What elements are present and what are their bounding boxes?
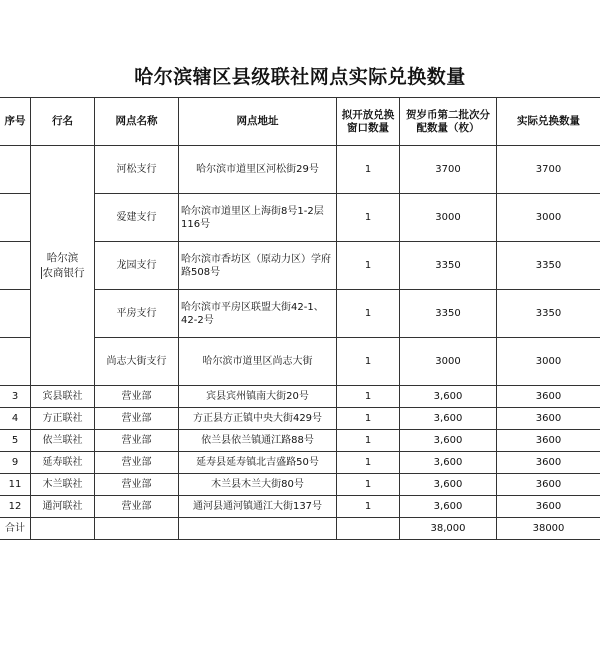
table-row [0, 408, 600, 430]
row-actual: 3700 [497, 146, 600, 194]
exchange-table [0, 97, 600, 540]
row-branch: 营业部 [95, 430, 179, 452]
row-actual: 3350 [497, 290, 600, 338]
header-branch: 网点名称 [95, 98, 179, 146]
row-allocated: 3,600 [400, 408, 497, 430]
row-actual: 3000 [497, 194, 600, 242]
empty-cell [95, 518, 179, 540]
row-seq [0, 290, 31, 338]
row-bank: 延寿联社 [31, 452, 95, 474]
row-bank: 宾县联社 [31, 386, 95, 408]
empty-cell [337, 518, 400, 540]
row-allocated: 3700 [400, 146, 497, 194]
row-address: 方正县方正镇中央大街429号 [179, 408, 337, 430]
row-bank: 木兰联社 [31, 474, 95, 496]
row-windows: 1 [337, 496, 400, 518]
row-address: 依兰县依兰镇通江路88号 [179, 430, 337, 452]
row-bank: 依兰联社 [31, 430, 95, 452]
row-branch: 河松支行 [95, 146, 179, 194]
table-row [0, 146, 600, 194]
header-seq: 序号 [0, 98, 31, 146]
row-allocated: 3350 [400, 242, 497, 290]
row-seq: 5 [0, 430, 31, 452]
table-row [0, 452, 600, 474]
row-allocated: 3000 [400, 194, 497, 242]
row-bank: 方正联社 [31, 408, 95, 430]
row-windows: 1 [337, 474, 400, 496]
row-address: 哈尔滨市道里区尚志大街 [179, 338, 337, 386]
row-allocated: 3,600 [400, 474, 497, 496]
empty-cell [31, 518, 95, 540]
bank-name-line1: 哈尔滨 [46, 251, 79, 264]
bank-name-merged [31, 146, 95, 386]
row-allocated: 3000 [400, 338, 497, 386]
row-seq [0, 338, 31, 386]
row-seq: 12 [0, 496, 31, 518]
total-actual: 38000 [497, 518, 600, 540]
table-row [0, 386, 600, 408]
row-branch: 营业部 [95, 496, 179, 518]
row-branch: 爱建支行 [95, 194, 179, 242]
header-address: 网点地址 [179, 98, 337, 146]
total-allocated: 38,000 [400, 518, 497, 540]
row-address: 通河县通河镇通江大街137号 [179, 496, 337, 518]
table-row [0, 430, 600, 452]
table-row [0, 474, 600, 496]
row-branch: 尚志大街支行 [95, 338, 179, 386]
header-allocated: 贺岁币第二批次分配数量（枚） [400, 98, 497, 146]
table-row [0, 496, 600, 518]
row-actual: 3600 [497, 386, 600, 408]
row-allocated: 3,600 [400, 452, 497, 474]
row-bank: 通河联社 [31, 496, 95, 518]
row-address: 哈尔滨市道里区河松街29号 [179, 146, 337, 194]
header-windows: 拟开放兑换窗口数量 [337, 98, 400, 146]
row-branch: 营业部 [95, 452, 179, 474]
row-seq: 3 [0, 386, 31, 408]
row-address: 哈尔滨市道里区上海街8号1-2层116号 [179, 194, 337, 242]
page-title: 哈尔滨辖区县级联社网点实际兑换数量 [134, 66, 466, 88]
row-seq [0, 242, 31, 290]
row-windows: 1 [337, 452, 400, 474]
row-seq: 11 [0, 474, 31, 496]
row-windows: 1 [337, 338, 400, 386]
bank-name-line2: 农商银行 [42, 266, 85, 279]
row-windows: 1 [337, 430, 400, 452]
row-windows: 1 [337, 194, 400, 242]
row-windows: 1 [337, 290, 400, 338]
row-branch: 营业部 [95, 408, 179, 430]
row-address: 木兰县木兰大街80号 [179, 474, 337, 496]
row-windows: 1 [337, 146, 400, 194]
row-seq [0, 194, 31, 242]
row-windows: 1 [337, 242, 400, 290]
row-seq: 4 [0, 408, 31, 430]
row-branch: 平房支行 [95, 290, 179, 338]
row-actual: 3600 [497, 408, 600, 430]
row-address: 宾县宾州镇南大街20号 [179, 386, 337, 408]
row-actual: 3600 [497, 496, 600, 518]
row-actual: 3000 [497, 338, 600, 386]
row-actual: 3600 [497, 430, 600, 452]
row-actual: 3600 [497, 452, 600, 474]
row-allocated: 3350 [400, 290, 497, 338]
row-address: 哈尔滨市平房区联盟大街42-1、42-2号 [179, 290, 337, 338]
row-actual: 3350 [497, 242, 600, 290]
row-windows: 1 [337, 386, 400, 408]
row-windows: 1 [337, 408, 400, 430]
header-bank: 行名 [31, 98, 95, 146]
row-allocated: 3,600 [400, 430, 497, 452]
row-seq [0, 146, 31, 194]
row-allocated: 3,600 [400, 496, 497, 518]
empty-cell [179, 518, 337, 540]
table-header-row [0, 98, 600, 146]
row-branch: 龙园支行 [95, 242, 179, 290]
total-label: 合计 [0, 518, 31, 540]
row-seq: 9 [0, 452, 31, 474]
row-address: 延寿县延寿镇北吉盛路50号 [179, 452, 337, 474]
row-allocated: 3,600 [400, 386, 497, 408]
row-address: 哈尔滨市香坊区（原动力区）学府路508号 [179, 242, 337, 290]
row-branch: 营业部 [95, 386, 179, 408]
header-actual: 实际兑换数量 [497, 98, 600, 146]
total-row [0, 518, 600, 540]
row-branch: 营业部 [95, 474, 179, 496]
row-actual: 3600 [497, 474, 600, 496]
